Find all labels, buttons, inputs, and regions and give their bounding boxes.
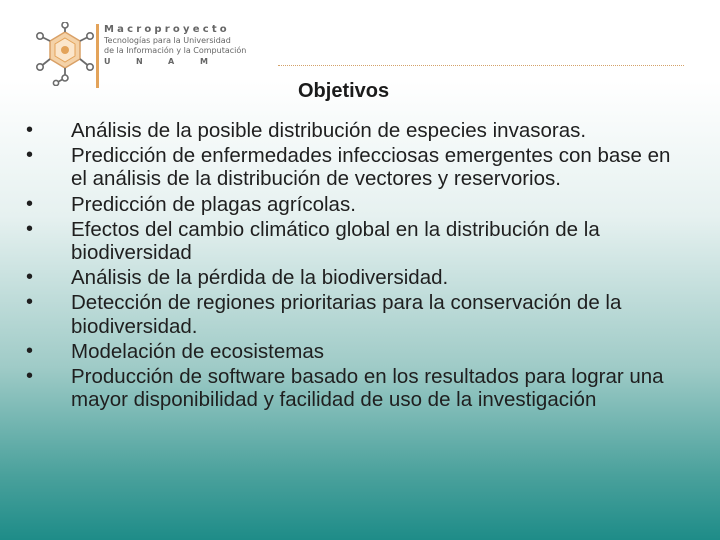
molecule-logo-icon [34,22,96,86]
logo-wordmark [104,24,246,67]
macroproyecto-logo [34,22,259,90]
logo-unam [104,56,246,67]
logo-tagline-1: Tecnologías para la Universidad [104,36,231,45]
list-item: • Análisis de la posible distribución de especies invasoras. [26,119,686,142]
list-item: • Detección de regiones prioritarias para la conservación de la biodiversidad. [26,291,686,337]
logo-unam-letter: N [136,57,143,66]
slide-title: Objetivos [298,80,390,102]
logo-unam-letter: U [104,57,111,66]
list-item: • Predicción de plagas agrícolas. [26,193,686,216]
objectives-list [26,119,686,413]
list-item: • Producción de software basado en los resultados para lograr una mayor disponibilidad y facilidad de uso de la investigación [26,365,686,411]
logo-unam-letter: M [200,57,208,66]
header-divider [278,65,684,66]
list-item: • Modelación de ecosistemas [26,340,686,363]
logo-unam-letter: A [168,57,175,66]
logo-divider [96,24,99,88]
logo-brand: Macroproyecto [104,24,230,35]
logo-tagline-2: de la Información y la Computación [104,46,247,55]
list-item: • Predicción de enfermedades infecciosas emergentes con base en el análisis de la distribución de vectores y reservorios. [26,144,686,190]
list-item: • Análisis de la pérdida de la biodiversidad. [26,266,686,289]
list-item: • Efectos del cambio climático global en la distribución de la biodiversidad [26,218,686,264]
